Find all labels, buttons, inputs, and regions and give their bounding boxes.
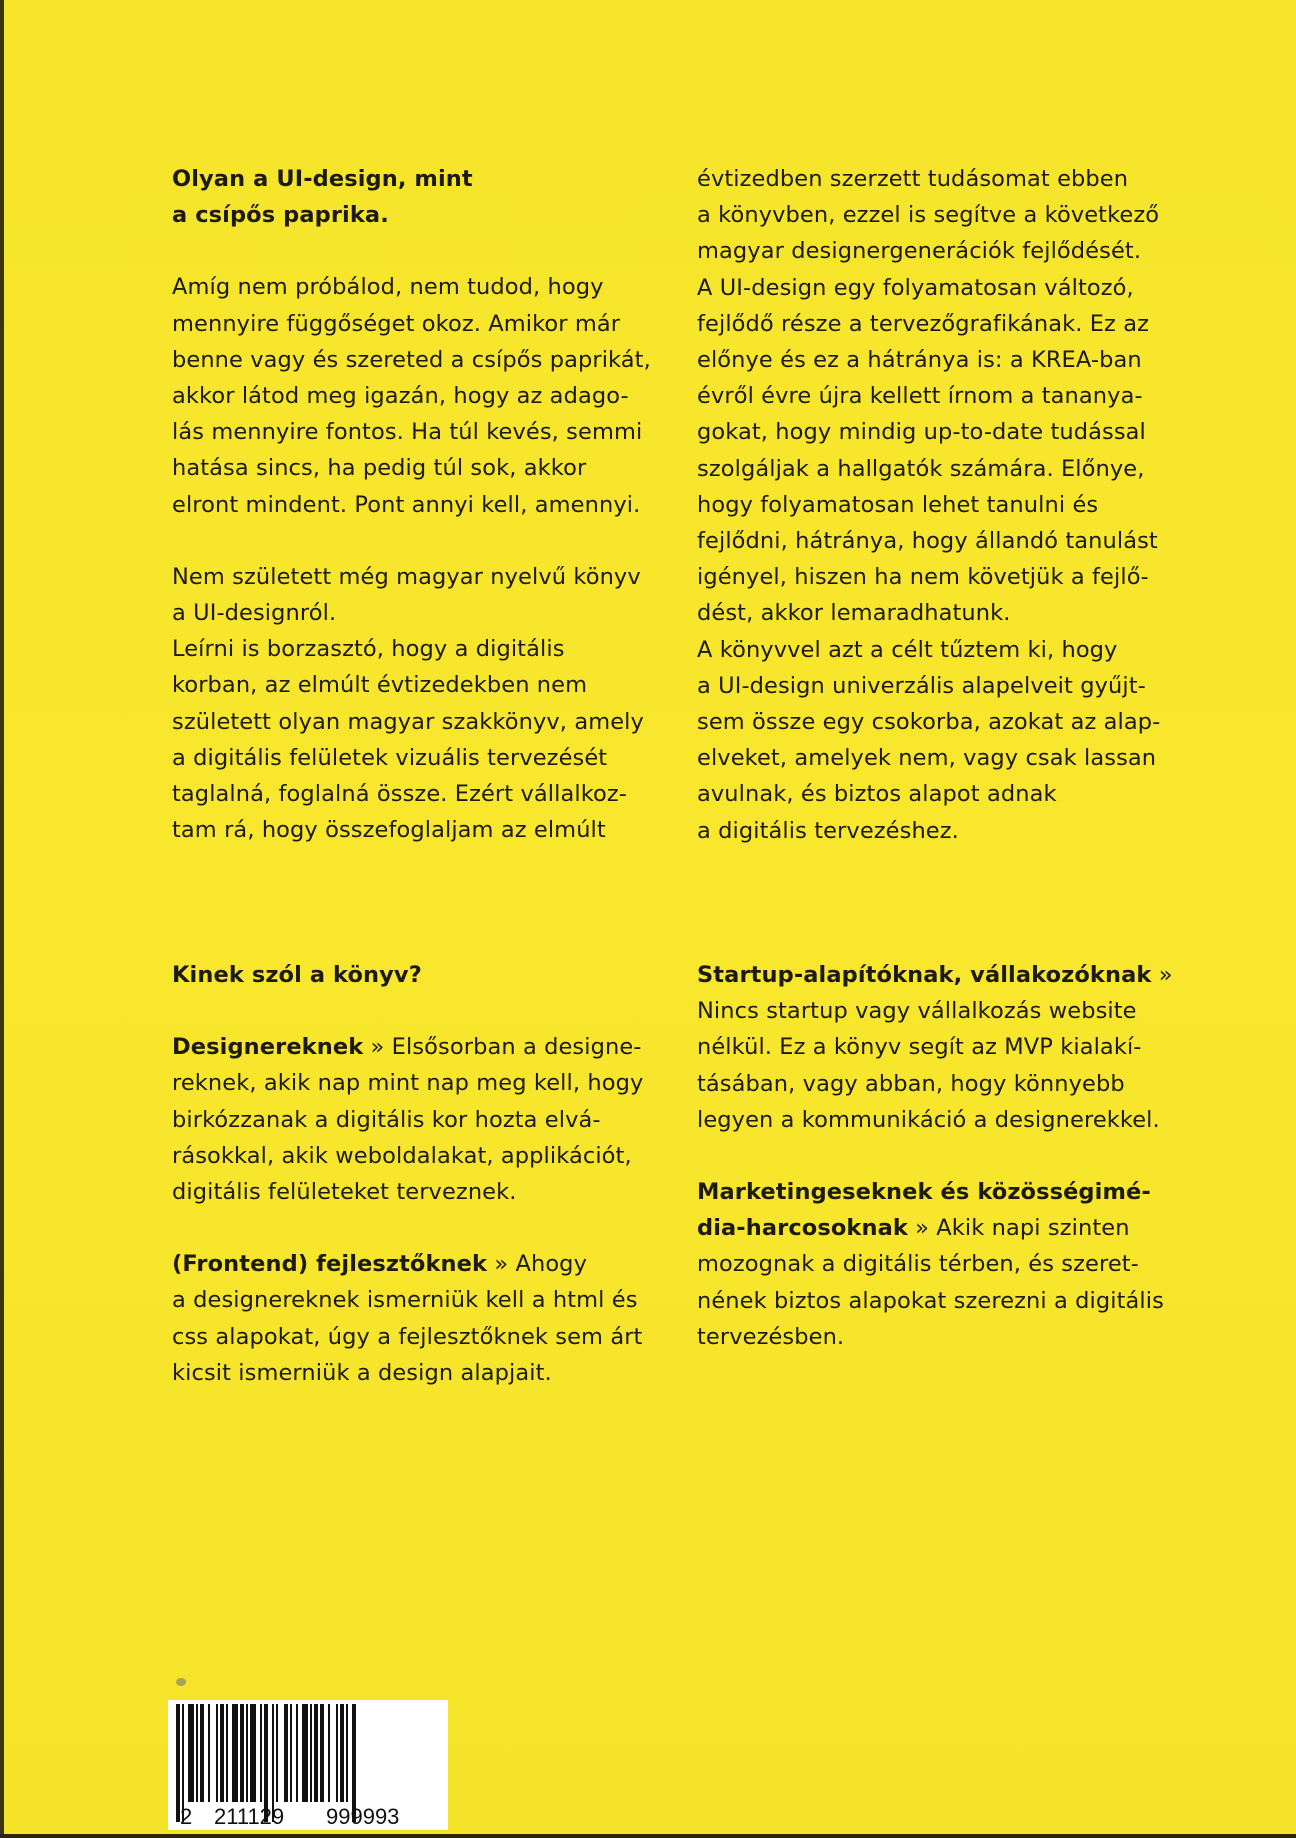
barcode-bar [220, 1704, 224, 1802]
barcode-bar [188, 1704, 194, 1802]
startup-label: Startup-alapítóknak, vállakozóknak [697, 962, 1152, 988]
barcode-digits-middle: 211129 [214, 1804, 285, 1829]
audience-heading: Kinek szól a könyv? [172, 962, 422, 988]
barcode-bar [290, 1704, 292, 1802]
intro-paragraph-2: Nem született még magyar nyelvű könyv a UI-designról. Leírni is borzasztó, hogy a digitális korban, az elmúlt évtizedekben nem született olyan magyar szakkönyv, amely a digitális felületek vizuális tervezését taglalná, foglalná össze. Ezért vállalkoz- tam rá, hogy összefoglaljam az elmúlt [172, 563, 644, 844]
intro-paragraph-3: évtizedben szerzett tudásomat ebben a könyvben, ezzel is segítve a következő magyar designergenerációk fejlődését. A UI-design egy folyamatosan változó, fejlődő része a tervezőgrafikának. Ez az előnye és ez a hátránya is: a KREA-ban évről évre újra kellett írnom a tananya- gokat, hogy mindig up-to-date tudással szolgáljak a hallgatók számára. Előnye, hogy folyamatosan lehet tanulni és fejlődni, hátránya, hogy állandó tanulást igényel, hiszen ha nem követjük a fejlő- dést, akkor lemaradhatunk. A könyvvel azt a célt tűztem ki, hogy a UI-design univerzális alapelveit gyűjt- sem össze egy csokorba, azokat az alap- elveket, amelyek nem, vagy csak lassan avulnak, és biztos alapot adnak a digitális tervezéshez. [697, 166, 1161, 844]
audience-frontend: (Frontend) fejlesztőknek » Ahogy a designereknek ismerniük kell a html és css alapokat, úgy a fejlesztőknek sem árt kicsit ismerniük a design alapjait. [172, 1251, 643, 1386]
intro-left-column [172, 161, 672, 848]
barcode-bar [320, 1704, 324, 1802]
marketing-label-line2: dia-harcosoknak [697, 1215, 908, 1242]
frontend-label: (Frontend) fejlesztőknek [172, 1251, 488, 1278]
intro-right-column [697, 161, 1197, 849]
barcode-bar [240, 1704, 244, 1802]
barcode-bar [310, 1704, 312, 1802]
intro-heading: Olyan a UI-design, mint a csípős paprika. [172, 166, 473, 229]
barcode-bar [336, 1704, 338, 1802]
barcode-bar [314, 1704, 318, 1802]
barcode [168, 1700, 448, 1830]
barcode-digits-right: 999993 [326, 1804, 400, 1829]
barcode-bar [296, 1704, 298, 1802]
audience-startup: Startup-alapítóknak, vállakozóknak » Nincs startup vagy vállalkozás website nélkül. Ez a könyv segít az MVP kialakí- tásában, vagy abban, hogy könnyebb legyen a kommunikáció a designerekkel. [697, 962, 1173, 1133]
page-edge-left [0, 0, 4, 1838]
barcode-bar [346, 1704, 348, 1802]
print-speck [176, 1678, 186, 1686]
barcode-bar [302, 1704, 308, 1802]
audience-right-column [697, 957, 1197, 1355]
barcode-bar [196, 1704, 198, 1802]
barcode-bar [250, 1704, 256, 1802]
barcode-bar [216, 1704, 218, 1802]
barcode-bar [276, 1704, 278, 1802]
page-edge-bottom [0, 1834, 1296, 1838]
barcode-bar [328, 1704, 330, 1802]
barcode-bar [226, 1704, 228, 1802]
barcode-digit-left: 2 [180, 1804, 193, 1829]
barcode-bar [208, 1704, 210, 1802]
marketing-label-line1: Marketingeseknek és közösségimé- [697, 1179, 1151, 1206]
barcode-bar [260, 1704, 262, 1802]
barcode-bar [232, 1704, 238, 1802]
barcode-bar [200, 1704, 204, 1802]
barcode-bar [246, 1704, 248, 1802]
audience-designers: Designereknek » Elsősorban a designe- reknek, akik nap mint nap meg kell, hogy birkózzanak a digitális kor hozta elvá- rásokkal, akik weboldalakat, applikációt, digitális felületeket terveznek. [172, 1034, 644, 1206]
audience-marketing: Marketingeseknek és közösségimé- dia-harcosoknak » Akik napi szinten mozognak a digitális térben, és szeret- nének biztos alapokat szerezni a digitális tervezésben. [697, 1174, 1197, 1355]
audience-left-column [172, 957, 672, 1391]
designers-label: Designereknek [172, 1034, 364, 1061]
barcode-bar [284, 1704, 288, 1802]
intro-paragraph-1: Amíg nem próbálod, nem tudod, hogy mennyire függőséget okoz. Amikor már benne vagy és szereted a csípős paprikát, akkor látod meg igazán, hogy az adago- lás mennyire fontos. Ha túl kevés, semmi hatása sincs, ha pedig túl sok, akkor elront mindent. Pont annyi kell, amennyi. [172, 274, 651, 518]
barcode-bar [340, 1704, 344, 1802]
